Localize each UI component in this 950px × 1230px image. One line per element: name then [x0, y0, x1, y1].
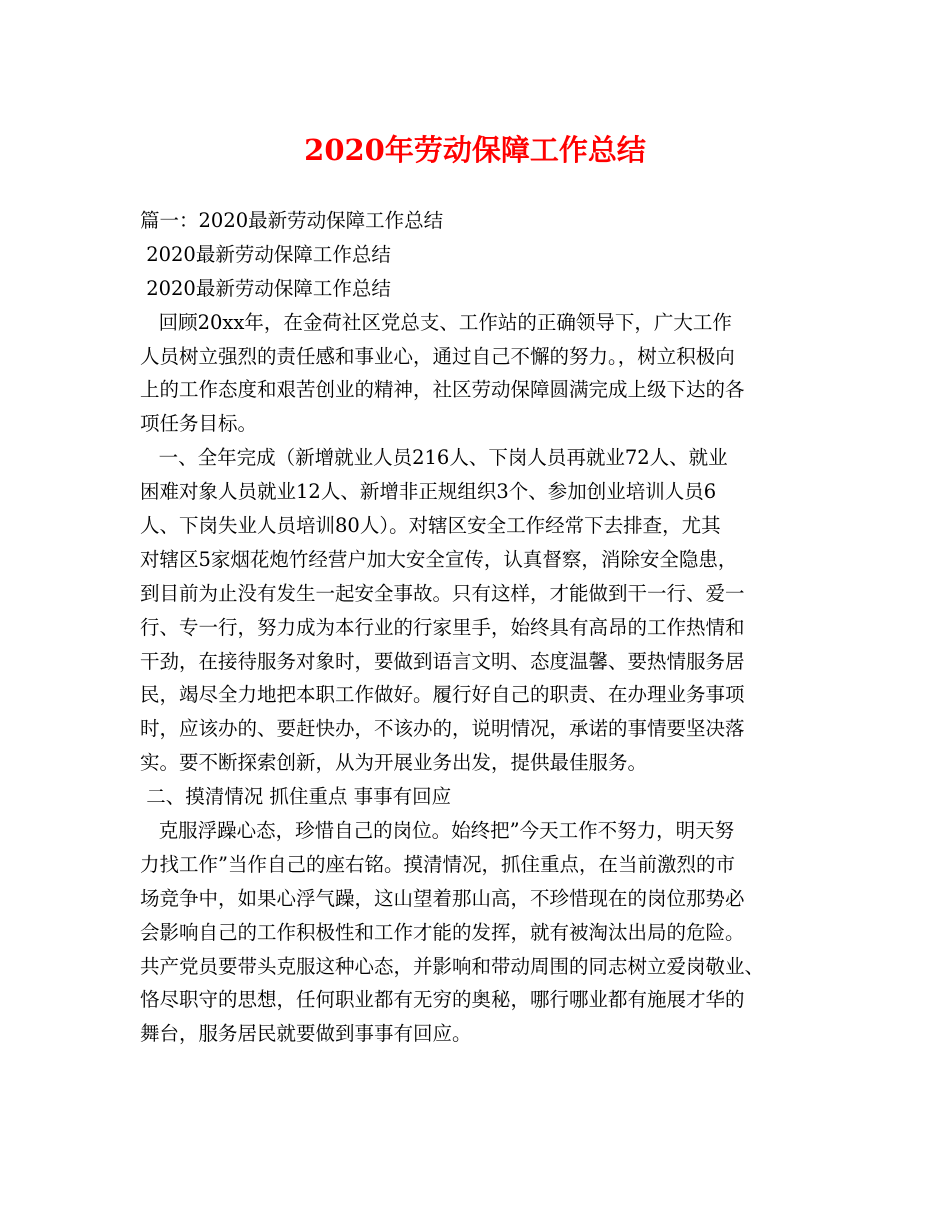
- text-line: 场竞争中，如果心浮气躁，这山望着那山高，不珍惜现在的岗位那势必: [140, 886, 745, 910]
- text-line: 一、全年完成（新增就业人员216人、下岗人员再就业72人、就业: [140, 446, 728, 470]
- document-body: [140, 204, 820, 1051]
- text-line: 时，应该办的、要赶快办，不该办的，说明情况，承诺的事情要坚决落: [140, 717, 745, 741]
- text-line: 实。要不断探索创新，从为开展业务出发，提供最佳服务。: [140, 751, 648, 775]
- text-line: 共产党员要带头克服这种心态，并影响和带动周围的同志树立爱岗敬业、: [140, 954, 765, 978]
- text-line: 上的工作态度和艰苦创业的精神，社区劳动保障圆满完成上级下达的各: [140, 378, 745, 402]
- text-line: 干劲，在接待服务对象时，要做到语言文明、态度温馨、要热情服务居: [140, 649, 745, 673]
- page-title: 2020年劳动保障工作总结: [304, 133, 646, 167]
- text-line: 人员树立强烈的责任感和事业心，通过自己不懈的努力。，树立积极向: [140, 344, 735, 368]
- text-line: 2020最新劳动保障工作总结: [140, 242, 391, 266]
- text-line: 回顾20xx年，在金荷社区党总支、工作站的正确领导下，广大工作: [140, 310, 732, 334]
- text-line: 项任务目标。: [140, 412, 258, 436]
- text-line: 恪尽职守的思想，任何职业都有无穷的奥秘，哪行哪业都有施展才华的: [140, 988, 745, 1012]
- text-line: 二、摸清情况 抓住重点 事事有回应: [140, 785, 452, 809]
- text-line: 2020最新劳动保障工作总结: [140, 276, 391, 300]
- text-line: 舞台，服务居民就要做到事事有回应。: [140, 1022, 472, 1046]
- text-line: 克服浮躁心态，珍惜自己的岗位。始终把”今天工作不努力，明天努: [140, 819, 735, 843]
- text-line: 会影响自己的工作积极性和工作才能的发挥，就有被淘汰出局的危险。: [140, 920, 745, 944]
- text-line: 篇一：2020最新劳动保障工作总结: [140, 209, 444, 232]
- text-line: 困难对象人员就业12人、新增非正规组织3个、参加创业培训人员6: [140, 480, 717, 504]
- text-line: 力找工作”当作自己的座右铭。摸清情况，抓住重点，在当前激烈的市: [140, 852, 735, 876]
- text-line: 行、专一行，努力成为本行业的行家里手，始终具有高昂的工作热情和: [140, 615, 745, 639]
- text-line: 到目前为止没有发生一起安全事故。只有这样，才能做到干一行、爱一: [140, 581, 745, 605]
- text-line: 民，竭尽全力地把本职工作做好。履行好自己的职责、在办理业务事项: [140, 683, 745, 707]
- text-line: 对辖区5家烟花炮竹经营户加大安全宣传，认真督察，消除安全隐患，: [140, 547, 738, 571]
- text-line: 人、下岗失业人员培训80人）。对辖区安全工作经常下去排查，尤其: [140, 514, 721, 538]
